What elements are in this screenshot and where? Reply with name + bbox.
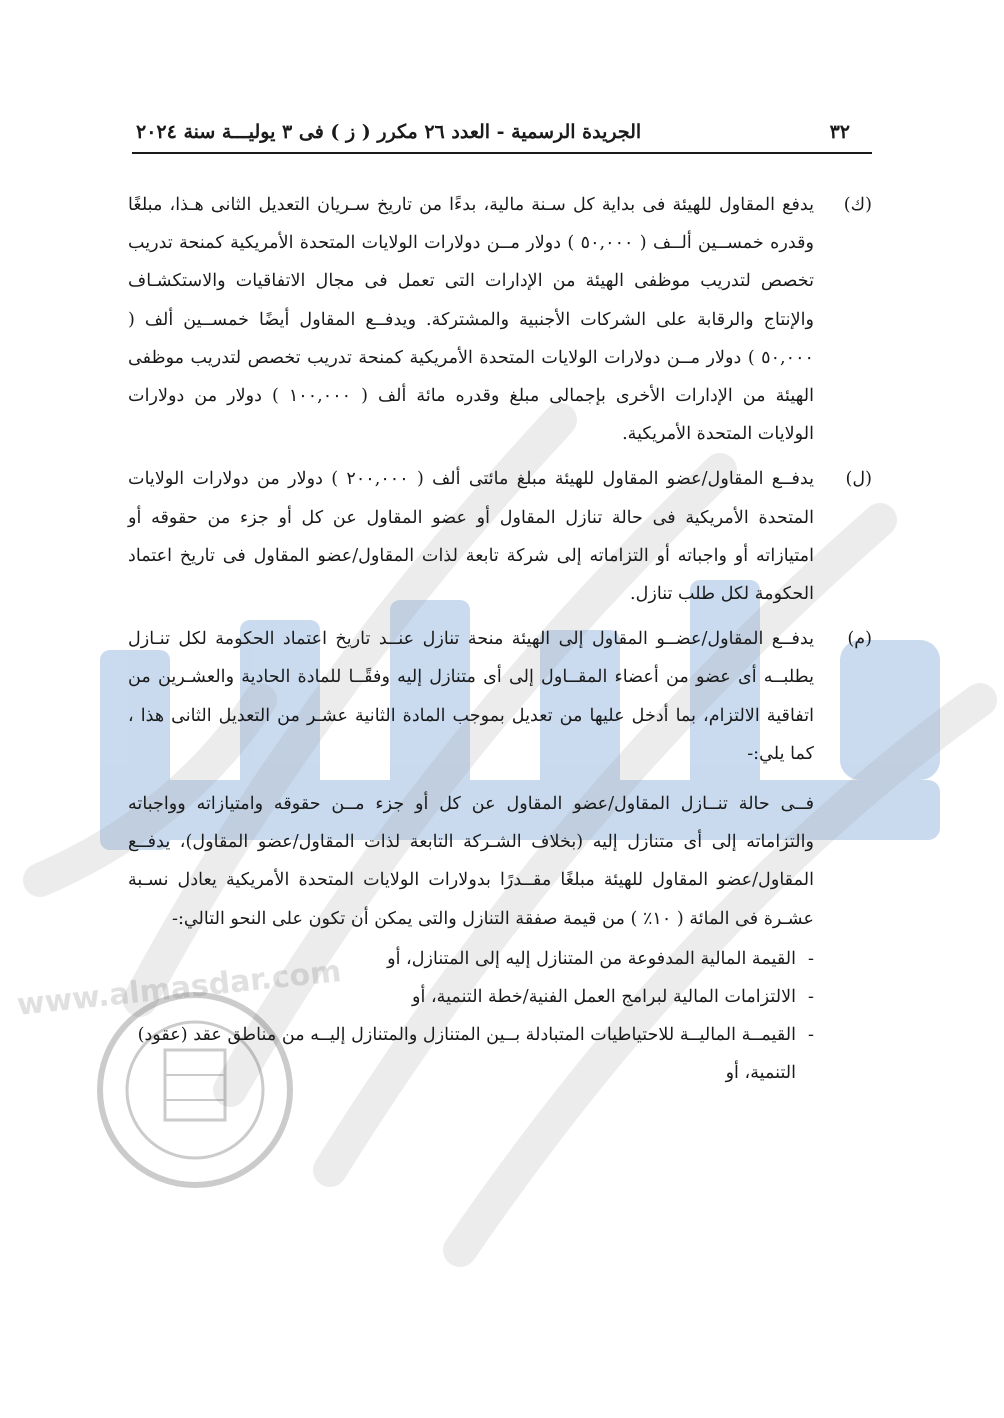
clause-text: يدفــع المقاول/عضو المقاول للهيئة مبلغ مائتى ألف ( ٢٠٠,٠٠٠ ) دولار من دولارات الولايات المتحدة الأمريكية فى حالة تنازل المقاول أو عضو المقاول عن كل أو جزء من حقوقه أو امتيازاته أو واجباته أو التزاماته إلى شركة تابعة لذات المقاول/عضو المقاول فى تاريخ اعتماد الحكومة لكل طلب تنازل. (128, 469, 814, 605)
document-body (128, 186, 872, 1093)
list-item (128, 978, 814, 1016)
watermark-url: www.almasdar.com (15, 953, 343, 1023)
dash-bullet: - (808, 948, 814, 969)
clause-m (128, 620, 872, 773)
valuation-list (128, 940, 872, 1093)
clause-text: يدفــع المقاول/عضــو المقاول إلى الهيئة منحة تنازل عنــد تاريخ اعتماد الحكومة لكل تنـازل يطلبــه أى عضو من أعضاء المقــاول إلى أى متنازل إليه وفقًــا للمادة الحادية والعشـرين من اتفاقية الالتزام، بما أدخل عليها من تعديل بموجب المادة الثانية عشـر من التعديل الثانى هذا ، كما يلي:- (128, 629, 814, 764)
gazette-title: الجريدة الرسمية - العدد ٢٦ مكرر ( ز ) فى ٣ يوليـــة سنة ٢٠٢٤ (136, 121, 642, 143)
clause-marker: (ك) (843, 195, 872, 215)
dash-bullet: - (808, 1025, 814, 1046)
list-item-text: الالتزامات المالية لبرامج العمل الفنية/خطة التنمية، أو (412, 987, 796, 1008)
clause-l (128, 460, 872, 613)
dash-bullet: - (808, 987, 814, 1008)
clause-marker: (ل) (845, 469, 872, 490)
list-item-text: القيمة المالية المدفوعة من المتنازل إليه إلى المتنازل، أو (387, 948, 796, 969)
list-item (128, 940, 814, 978)
list-item-text: القيمــة الماليــة للاحتياطيات المتبادلة بــين المتنازل والمتنازل إليــه من مناطق عقد (عقود) التنمية، أو (137, 1025, 796, 1084)
page-header (132, 112, 872, 154)
clause-marker: (م) (847, 629, 872, 650)
page-number: ٣٢ (829, 121, 850, 143)
clause-m-subparagraph: فــى حالة تنــازل المقاول/عضو المقاول عن كل أو جزء مــن حقوقه وامتيازاته وواجباته والتزاماته إلى أى متنازل إليه (بخلاف الشـركة التابعة لذات المقاول/عضو المقاول)، يدفــع المقاول/عضو المقاول للهيئة مبلغًا مقــدرًا بدولارات الولايات المتحدة الأمريكية يعادل نسـبة عشـرة فى المائة ( ١٠٪ ) من قيمة صفقة التنازل والتى يمكن أن تكون على النحو التالي:- (128, 794, 814, 929)
list-item (128, 1016, 814, 1092)
clause-k (128, 186, 872, 453)
clause-text: يدفع المقاول للهيئة فى بداية كل سـنة مالية، بدءًا من تاريخ سـريان التعديل الثانى هـذا، مبلغًا وقدره خمســين ألــف ( ٥٠,٠٠٠ ) دولار مــن دولارات الولايات المتحدة الأمريكية كمنحة تدريب تخصص لتدريب موظفى الهيئة من الإدارات التى تعمل فى مجال الاتفاقيات والاستكشـاف والإنتاج والرقابة على الشركات الأجنبية والمشتركة. ويدفــع المقاول أيضًا خمســين ألف ( ٥٠,٠٠٠ ) دولار مــن دولارات الولايات المتحدة الأمريكية كمنحة تدريب تخصص لتدريب موظفى الهيئة من الإدارات الأخرى بإجمالى مبلغ وقدره مائة ألف ( ١٠٠,٠٠٠ ) دولار من دولارات الولايات المتحدة الأمريكية. (128, 195, 814, 445)
